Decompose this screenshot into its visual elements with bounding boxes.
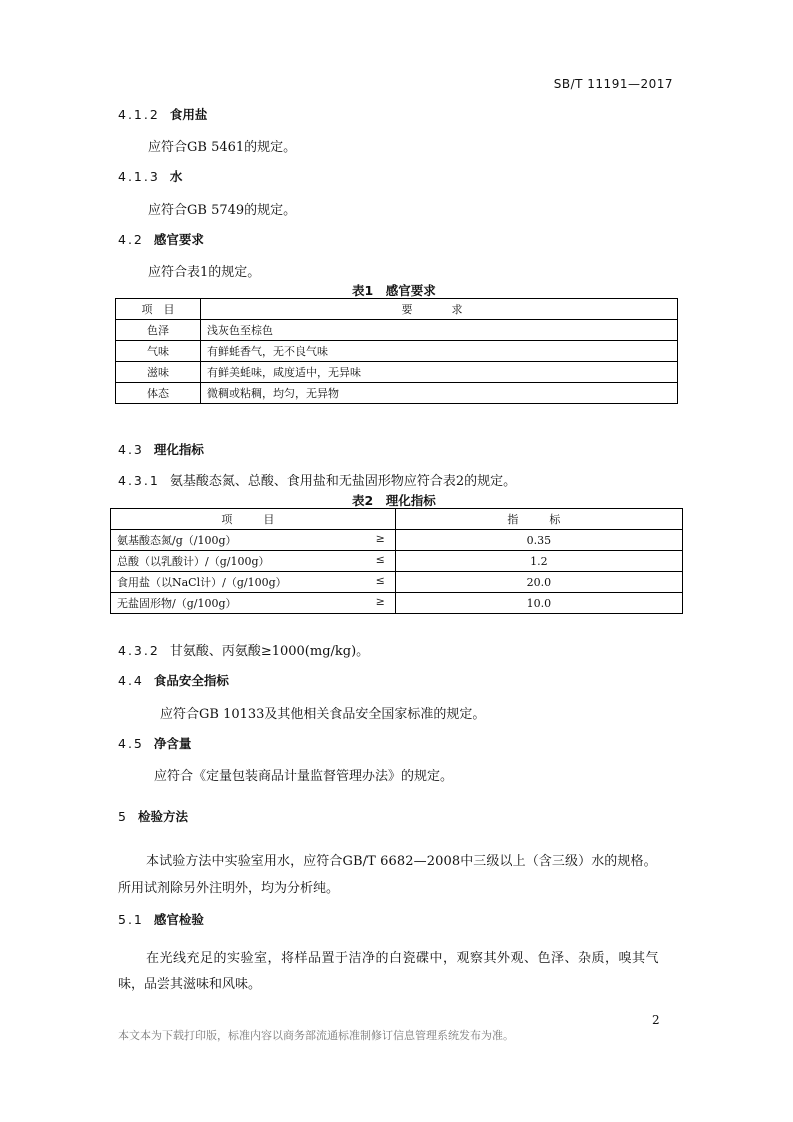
section-number: 5.1 [118, 912, 144, 927]
table1-sensory-requirements [115, 298, 678, 404]
table1-caption: 表1 感官要求 [352, 283, 436, 298]
table-header-cell: 项 目 [111, 509, 396, 530]
table-cell-item: 气味 [116, 341, 201, 362]
paragraph-text: 甘氨酸、丙氨酸≥1000(mg/kg)。 [169, 644, 370, 659]
section-number: 5 [118, 809, 128, 824]
comparison-symbol: ≤ [375, 553, 385, 566]
table-cell-value: 10.0 [395, 593, 682, 614]
standard-number: SB/T 11191—2017 [553, 77, 673, 91]
table2-physicochemical-indicators [110, 508, 683, 614]
heading-4-2 [118, 230, 204, 248]
table-cell-value: 0.35 [395, 530, 682, 551]
comparison-symbol: ≤ [375, 574, 385, 587]
table-header-cell: 项 目 [116, 299, 201, 320]
footer-notice: 本文本为下载打印版，标准内容以商务部流通标准制修订信息管理系统发布为准。 [118, 1029, 514, 1042]
table-row [116, 362, 678, 383]
table-row [111, 551, 683, 572]
table-row [116, 383, 678, 404]
table-cell-requirement: 微稠或粘稠，均匀，无异物 [201, 383, 678, 404]
table-header-row [116, 299, 678, 320]
section-title: 检验方法 [137, 809, 188, 824]
paragraph-5-1-line2: 味，品尝其滋味和风味。 [118, 977, 262, 992]
table-header-cell: 要 求 [201, 299, 678, 320]
table-cell-item [111, 530, 396, 551]
table-cell-item: 体态 [116, 383, 201, 404]
table-cell-requirement: 浅灰色至棕色 [201, 320, 678, 341]
heading-4-4 [118, 671, 229, 689]
section-title: 感官检验 [153, 912, 204, 927]
heading-4-1-2 [118, 105, 207, 123]
item-label: 氨基酸态氮/g（/100g） [117, 534, 237, 547]
section-number: 4.1.2 [118, 107, 160, 122]
paragraph-4-3-2 [118, 640, 369, 659]
table-row [116, 341, 678, 362]
page-number: 2 [652, 1013, 660, 1027]
section-title: 感官要求 [153, 232, 204, 247]
section-title: 食用盐 [169, 107, 208, 122]
section-number: 4.2 [118, 232, 144, 247]
section-title: 理化指标 [153, 442, 204, 457]
paragraph-4-1-2: 应符合GB 5461的规定。 [148, 140, 297, 155]
paragraph-5-1-line1: 在光线充足的实验室，将样品置于洁净的白瓷碟中，观察其外观、色泽、杂质，嗅其气 [146, 951, 660, 966]
section-number: 4.1.3 [118, 169, 160, 184]
section-title: 水 [169, 169, 183, 184]
section-number: 4.5 [118, 736, 144, 751]
paragraph-4-2: 应符合表1的规定。 [148, 265, 261, 280]
section-number: 4.3.2 [118, 643, 160, 658]
table-cell-item: 滋味 [116, 362, 201, 383]
item-label: 食用盐（以NaCl计）/（g/100g） [117, 576, 287, 589]
heading-5-1 [118, 910, 204, 928]
paragraph-4-5: 应符合《定量包装商品计量监督管理办法》的规定。 [154, 769, 454, 784]
table-header-row [111, 509, 683, 530]
section-number: 4.3 [118, 442, 144, 457]
section-number: 4.4 [118, 673, 144, 688]
heading-4-5 [118, 734, 191, 752]
paragraph-4-3-1 [118, 470, 516, 489]
comparison-symbol: ≥ [375, 595, 385, 608]
paragraph-4-4: 应符合GB 10133及其他相关食品安全国家标准的规定。 [160, 707, 486, 722]
paragraph-5-line1: 本试验方法中实验室用水，应符合GB/T 6682—2008中三级以上（含三级）水的规格。 [146, 854, 657, 869]
comparison-symbol: ≥ [375, 532, 385, 545]
table2-caption: 表2 理化指标 [352, 493, 436, 508]
table-cell-requirement: 有鲜蚝香气，无不良气味 [201, 341, 678, 362]
table-row [111, 593, 683, 614]
section-number: 4.3.1 [118, 473, 160, 488]
table-cell-value: 20.0 [395, 572, 682, 593]
table-row [111, 572, 683, 593]
heading-4-1-3 [118, 167, 182, 185]
table-cell-item [111, 572, 396, 593]
heading-4-3 [118, 440, 204, 458]
heading-5 [118, 807, 188, 825]
table-row [111, 530, 683, 551]
table-row [116, 320, 678, 341]
paragraph-text: 氨基酸态氮、总酸、食用盐和无盐固形物应符合表2的规定。 [169, 474, 517, 489]
item-label: 无盐固形物/（g/100g） [117, 597, 237, 610]
table-cell-item: 色泽 [116, 320, 201, 341]
table-cell-item [111, 593, 396, 614]
section-title: 净含量 [153, 736, 192, 751]
paragraph-4-1-3: 应符合GB 5749的规定。 [148, 203, 297, 218]
table-cell-item [111, 551, 396, 572]
section-title: 食品安全指标 [153, 673, 229, 688]
item-label: 总酸（以乳酸计）/（g/100g） [117, 555, 270, 568]
table-cell-requirement: 有鲜美蚝味，咸度适中，无异味 [201, 362, 678, 383]
table-header-cell: 指 标 [395, 509, 682, 530]
paragraph-5-line2: 所用试剂除另外注明外，均为分析纯。 [118, 881, 340, 896]
table-cell-value: 1.2 [395, 551, 682, 572]
